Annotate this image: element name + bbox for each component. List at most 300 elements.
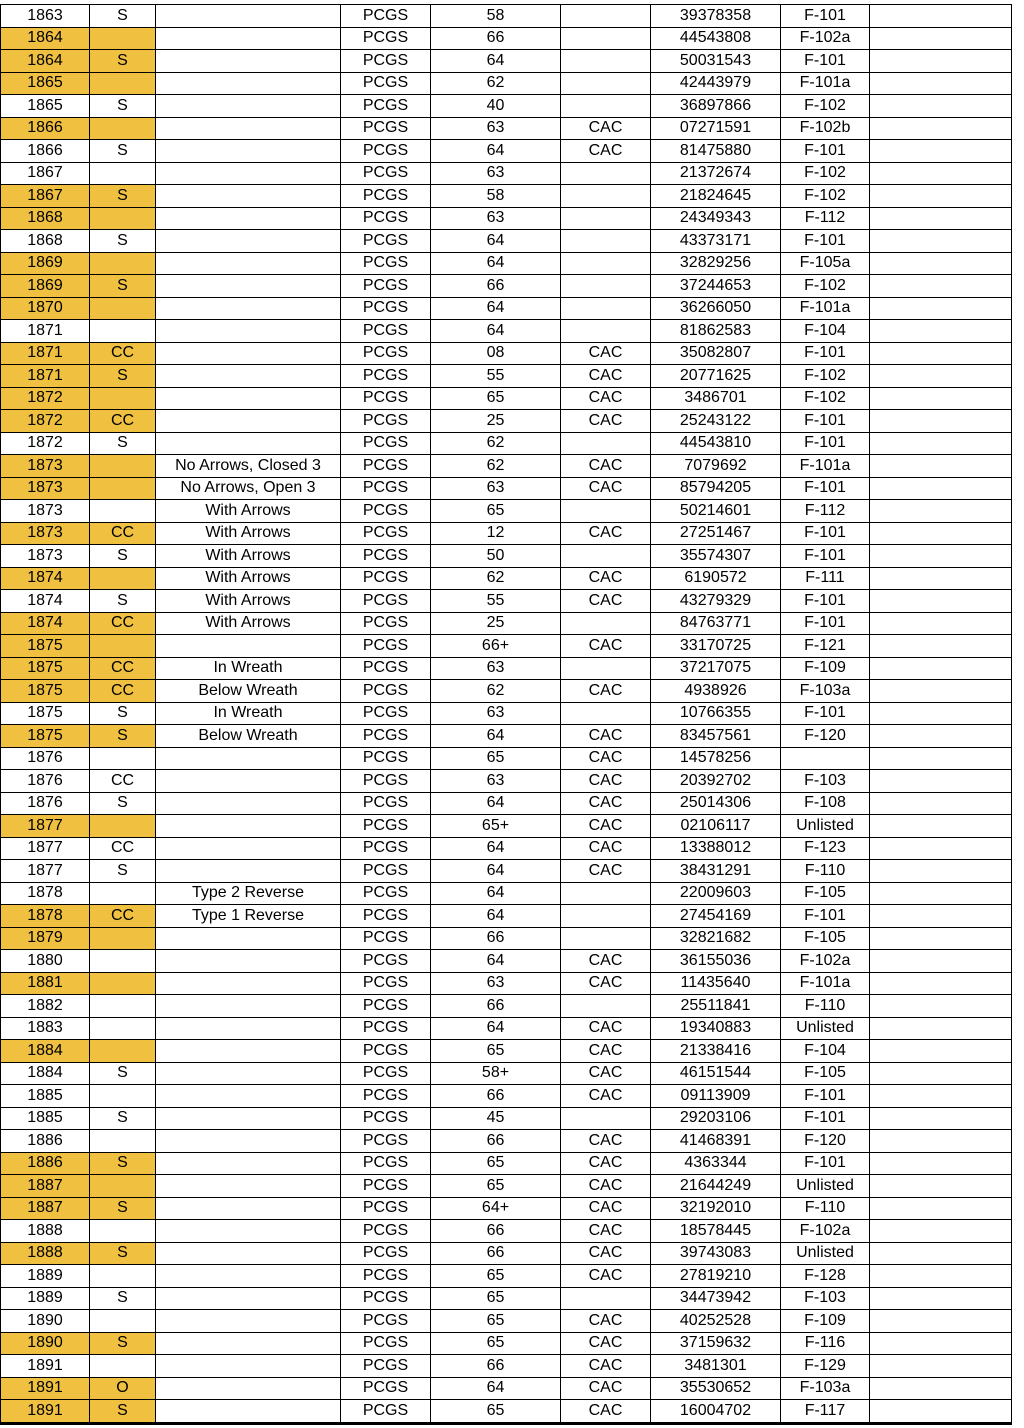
- cell-cert-number[interactable]: 02106117: [651, 815, 781, 838]
- cell-grade[interactable]: 64+: [431, 1197, 561, 1220]
- cell-cac[interactable]: CAC: [561, 1175, 651, 1198]
- cell-notes[interactable]: [870, 882, 1012, 905]
- cell-cac[interactable]: [561, 500, 651, 523]
- cell-cert-number[interactable]: 33170725: [651, 635, 781, 658]
- cell-variety[interactable]: [156, 635, 341, 658]
- cell-reference[interactable]: F-102b: [781, 117, 870, 140]
- cell-cac[interactable]: [561, 72, 651, 95]
- cell-grade[interactable]: 64: [431, 252, 561, 275]
- cell-grade[interactable]: 64: [431, 905, 561, 928]
- cell-year[interactable]: 1868: [1, 230, 90, 253]
- cell-reference[interactable]: F-101: [781, 477, 870, 500]
- cell-notes[interactable]: [870, 1242, 1012, 1265]
- cell-grade[interactable]: 65: [431, 1175, 561, 1198]
- cell-grading-service[interactable]: PCGS: [341, 1355, 431, 1378]
- cell-mint[interactable]: S: [90, 1062, 156, 1085]
- cell-year[interactable]: 1885: [1, 1085, 90, 1108]
- cell-grading-service[interactable]: PCGS: [341, 657, 431, 680]
- cell-grade[interactable]: 64: [431, 50, 561, 73]
- cell-notes[interactable]: [870, 702, 1012, 725]
- cell-reference[interactable]: F-102a: [781, 950, 870, 973]
- cell-grade[interactable]: 58+: [431, 1062, 561, 1085]
- cell-notes[interactable]: [870, 1332, 1012, 1355]
- cell-cert-number[interactable]: 24349343: [651, 207, 781, 230]
- cell-reference[interactable]: F-101: [781, 612, 870, 635]
- cell-variety[interactable]: [156, 365, 341, 388]
- cell-variety[interactable]: In Wreath: [156, 702, 341, 725]
- cell-cert-number[interactable]: 11435640: [651, 972, 781, 995]
- cell-reference[interactable]: F-101: [781, 5, 870, 28]
- cell-year[interactable]: 1886: [1, 1130, 90, 1153]
- cell-cert-number[interactable]: 85794205: [651, 477, 781, 500]
- cell-variety[interactable]: [156, 1400, 341, 1424]
- cell-grade[interactable]: 65: [431, 1310, 561, 1333]
- cell-year[interactable]: 1873: [1, 522, 90, 545]
- cell-year[interactable]: 1873: [1, 455, 90, 478]
- cell-reference[interactable]: F-105: [781, 1062, 870, 1085]
- cell-cac[interactable]: [561, 905, 651, 928]
- cell-notes[interactable]: [870, 1175, 1012, 1198]
- cell-grading-service[interactable]: PCGS: [341, 1152, 431, 1175]
- cell-year[interactable]: 1867: [1, 185, 90, 208]
- cell-year[interactable]: 1874: [1, 567, 90, 590]
- cell-reference[interactable]: F-103: [781, 1287, 870, 1310]
- cell-mint[interactable]: [90, 950, 156, 973]
- cell-variety[interactable]: [156, 1310, 341, 1333]
- cell-year[interactable]: 1890: [1, 1332, 90, 1355]
- cell-cert-number[interactable]: 32829256: [651, 252, 781, 275]
- cell-grading-service[interactable]: PCGS: [341, 1085, 431, 1108]
- cell-grading-service[interactable]: PCGS: [341, 297, 431, 320]
- cell-mint[interactable]: [90, 387, 156, 410]
- cell-cac[interactable]: [561, 702, 651, 725]
- cell-mint[interactable]: [90, 27, 156, 50]
- cell-cert-number[interactable]: 40252528: [651, 1310, 781, 1333]
- cell-cert-number[interactable]: 20771625: [651, 365, 781, 388]
- cell-notes[interactable]: [870, 770, 1012, 793]
- cell-grading-service[interactable]: PCGS: [341, 320, 431, 343]
- cell-cert-number[interactable]: 35530652: [651, 1377, 781, 1400]
- cell-cert-number[interactable]: 13388012: [651, 837, 781, 860]
- cell-reference[interactable]: Unlisted: [781, 1175, 870, 1198]
- cell-mint[interactable]: CC: [90, 657, 156, 680]
- cell-reference[interactable]: Unlisted: [781, 1017, 870, 1040]
- cell-grade[interactable]: 65: [431, 747, 561, 770]
- cell-notes[interactable]: [870, 635, 1012, 658]
- cell-mint[interactable]: S: [90, 365, 156, 388]
- cell-mint[interactable]: S: [90, 590, 156, 613]
- cell-year[interactable]: 1889: [1, 1265, 90, 1288]
- cell-grading-service[interactable]: PCGS: [341, 455, 431, 478]
- cell-mint[interactable]: CC: [90, 680, 156, 703]
- cell-reference[interactable]: F-105a: [781, 252, 870, 275]
- cell-grade[interactable]: 66: [431, 927, 561, 950]
- cell-reference[interactable]: F-110: [781, 860, 870, 883]
- cell-mint[interactable]: [90, 1130, 156, 1153]
- cell-cert-number[interactable]: 43279329: [651, 590, 781, 613]
- cell-grading-service[interactable]: PCGS: [341, 387, 431, 410]
- cell-reference[interactable]: F-101: [781, 905, 870, 928]
- cell-year[interactable]: 1875: [1, 702, 90, 725]
- cell-cert-number[interactable]: 16004702: [651, 1400, 781, 1424]
- cell-year[interactable]: 1880: [1, 950, 90, 973]
- cell-notes[interactable]: [870, 50, 1012, 73]
- cell-cert-number[interactable]: 3486701: [651, 387, 781, 410]
- cell-reference[interactable]: F-109: [781, 1310, 870, 1333]
- cell-variety[interactable]: [156, 927, 341, 950]
- cell-grade[interactable]: 65: [431, 1400, 561, 1424]
- cell-mint[interactable]: S: [90, 1107, 156, 1130]
- cell-grade[interactable]: 65: [431, 500, 561, 523]
- cell-mint[interactable]: S: [90, 185, 156, 208]
- cell-cac[interactable]: CAC: [561, 860, 651, 883]
- cell-variety[interactable]: [156, 792, 341, 815]
- cell-year[interactable]: 1890: [1, 1310, 90, 1333]
- cell-mint[interactable]: CC: [90, 410, 156, 433]
- cell-grade[interactable]: 50: [431, 545, 561, 568]
- cell-notes[interactable]: [870, 567, 1012, 590]
- cell-cert-number[interactable]: 84763771: [651, 612, 781, 635]
- cell-mint[interactable]: [90, 477, 156, 500]
- cell-year[interactable]: 1864: [1, 27, 90, 50]
- cell-reference[interactable]: F-112: [781, 500, 870, 523]
- cell-cert-number[interactable]: 37217075: [651, 657, 781, 680]
- cell-variety[interactable]: [156, 95, 341, 118]
- cell-mint[interactable]: S: [90, 1197, 156, 1220]
- cell-year[interactable]: 1877: [1, 837, 90, 860]
- cell-variety[interactable]: [156, 1152, 341, 1175]
- cell-year[interactable]: 1889: [1, 1287, 90, 1310]
- cell-grade[interactable]: 66: [431, 275, 561, 298]
- cell-cert-number[interactable]: 18578445: [651, 1220, 781, 1243]
- cell-cac[interactable]: CAC: [561, 1040, 651, 1063]
- cell-cac[interactable]: CAC: [561, 455, 651, 478]
- cell-cac[interactable]: CAC: [561, 972, 651, 995]
- cell-cac[interactable]: CAC: [561, 747, 651, 770]
- cell-notes[interactable]: [870, 1130, 1012, 1153]
- cell-variety[interactable]: [156, 410, 341, 433]
- cell-grade[interactable]: 64: [431, 1017, 561, 1040]
- cell-cac[interactable]: [561, 27, 651, 50]
- cell-cert-number[interactable]: 37159632: [651, 1332, 781, 1355]
- cell-cert-number[interactable]: 36155036: [651, 950, 781, 973]
- cell-grade[interactable]: 66: [431, 27, 561, 50]
- cell-cert-number[interactable]: 21644249: [651, 1175, 781, 1198]
- cell-year[interactable]: 1873: [1, 477, 90, 500]
- cell-cac[interactable]: [561, 230, 651, 253]
- cell-year[interactable]: 1863: [1, 5, 90, 28]
- cell-mint[interactable]: [90, 815, 156, 838]
- cell-variety[interactable]: [156, 1220, 341, 1243]
- cell-notes[interactable]: [870, 230, 1012, 253]
- cell-cac[interactable]: CAC: [561, 1197, 651, 1220]
- cell-grading-service[interactable]: PCGS: [341, 342, 431, 365]
- cell-grade[interactable]: 08: [431, 342, 561, 365]
- cell-grade[interactable]: 65+: [431, 815, 561, 838]
- cell-cert-number[interactable]: 35574307: [651, 545, 781, 568]
- cell-reference[interactable]: F-102: [781, 387, 870, 410]
- cell-grading-service[interactable]: PCGS: [341, 1242, 431, 1265]
- cell-notes[interactable]: [870, 725, 1012, 748]
- cell-year[interactable]: 1884: [1, 1062, 90, 1085]
- cell-grading-service[interactable]: PCGS: [341, 1332, 431, 1355]
- cell-cert-number[interactable]: 14578256: [651, 747, 781, 770]
- cell-notes[interactable]: [870, 455, 1012, 478]
- cell-cert-number[interactable]: 39378358: [651, 5, 781, 28]
- cell-year[interactable]: 1875: [1, 725, 90, 748]
- cell-year[interactable]: 1874: [1, 590, 90, 613]
- cell-cac[interactable]: CAC: [561, 1377, 651, 1400]
- cell-mint[interactable]: [90, 1085, 156, 1108]
- cell-cac[interactable]: CAC: [561, 140, 651, 163]
- cell-cac[interactable]: [561, 927, 651, 950]
- cell-reference[interactable]: F-112: [781, 207, 870, 230]
- cell-mint[interactable]: S: [90, 1400, 156, 1424]
- cell-mint[interactable]: [90, 455, 156, 478]
- cell-cert-number[interactable]: 4938926: [651, 680, 781, 703]
- cell-year[interactable]: 1878: [1, 905, 90, 928]
- cell-cert-number[interactable]: 4363344: [651, 1152, 781, 1175]
- cell-cert-number[interactable]: 44543810: [651, 432, 781, 455]
- cell-notes[interactable]: [870, 1107, 1012, 1130]
- cell-cert-number[interactable]: 27454169: [651, 905, 781, 928]
- cell-notes[interactable]: [870, 680, 1012, 703]
- cell-year[interactable]: 1867: [1, 162, 90, 185]
- cell-year[interactable]: 1869: [1, 275, 90, 298]
- cell-reference[interactable]: F-111: [781, 567, 870, 590]
- cell-variety[interactable]: [156, 275, 341, 298]
- cell-grading-service[interactable]: PCGS: [341, 1062, 431, 1085]
- cell-grading-service[interactable]: PCGS: [341, 27, 431, 50]
- cell-cert-number[interactable]: 07271591: [651, 117, 781, 140]
- cell-variety[interactable]: [156, 185, 341, 208]
- cell-year[interactable]: 1886: [1, 1152, 90, 1175]
- cell-reference[interactable]: F-120: [781, 1130, 870, 1153]
- cell-cert-number[interactable]: 36266050: [651, 297, 781, 320]
- cell-mint[interactable]: S: [90, 1332, 156, 1355]
- cell-mint[interactable]: S: [90, 230, 156, 253]
- cell-grade[interactable]: 62: [431, 680, 561, 703]
- cell-notes[interactable]: [870, 297, 1012, 320]
- cell-mint[interactable]: [90, 162, 156, 185]
- cell-cac[interactable]: [561, 95, 651, 118]
- cell-cert-number[interactable]: 21824645: [651, 185, 781, 208]
- cell-variety[interactable]: In Wreath: [156, 657, 341, 680]
- cell-variety[interactable]: [156, 972, 341, 995]
- cell-grading-service[interactable]: PCGS: [341, 1017, 431, 1040]
- cell-variety[interactable]: No Arrows, Closed 3: [156, 455, 341, 478]
- cell-grading-service[interactable]: PCGS: [341, 162, 431, 185]
- cell-reference[interactable]: F-121: [781, 635, 870, 658]
- cell-grading-service[interactable]: PCGS: [341, 1287, 431, 1310]
- cell-cac[interactable]: [561, 50, 651, 73]
- cell-year[interactable]: 1865: [1, 72, 90, 95]
- cell-year[interactable]: 1877: [1, 860, 90, 883]
- cell-reference[interactable]: F-101a: [781, 972, 870, 995]
- cell-mint[interactable]: [90, 72, 156, 95]
- cell-mint[interactable]: S: [90, 1287, 156, 1310]
- cell-grade[interactable]: 62: [431, 567, 561, 590]
- cell-mint[interactable]: CC: [90, 905, 156, 928]
- cell-cac[interactable]: CAC: [561, 1332, 651, 1355]
- cell-variety[interactable]: [156, 1242, 341, 1265]
- cell-grade[interactable]: 40: [431, 95, 561, 118]
- cell-variety[interactable]: [156, 837, 341, 860]
- cell-year[interactable]: 1868: [1, 207, 90, 230]
- cell-grade[interactable]: 58: [431, 185, 561, 208]
- cell-grade[interactable]: 66: [431, 1220, 561, 1243]
- cell-grade[interactable]: 64: [431, 725, 561, 748]
- cell-variety[interactable]: [156, 815, 341, 838]
- cell-cac[interactable]: [561, 5, 651, 28]
- cell-reference[interactable]: F-101: [781, 1085, 870, 1108]
- cell-mint[interactable]: [90, 1040, 156, 1063]
- cell-grading-service[interactable]: PCGS: [341, 477, 431, 500]
- cell-reference[interactable]: F-105: [781, 927, 870, 950]
- cell-notes[interactable]: [870, 972, 1012, 995]
- cell-reference[interactable]: F-116: [781, 1332, 870, 1355]
- cell-cert-number[interactable]: 25511841: [651, 995, 781, 1018]
- cell-year[interactable]: 1887: [1, 1197, 90, 1220]
- cell-variety[interactable]: [156, 1062, 341, 1085]
- cell-grade[interactable]: 66: [431, 995, 561, 1018]
- cell-cac[interactable]: [561, 612, 651, 635]
- cell-cac[interactable]: CAC: [561, 522, 651, 545]
- cell-grading-service[interactable]: PCGS: [341, 95, 431, 118]
- cell-grading-service[interactable]: PCGS: [341, 185, 431, 208]
- cell-grade[interactable]: 64: [431, 297, 561, 320]
- cell-variety[interactable]: [156, 140, 341, 163]
- cell-cac[interactable]: [561, 657, 651, 680]
- cell-mint[interactable]: [90, 1220, 156, 1243]
- cell-reference[interactable]: F-101: [781, 432, 870, 455]
- cell-year[interactable]: 1874: [1, 612, 90, 635]
- cell-variety[interactable]: [156, 950, 341, 973]
- cell-variety[interactable]: [156, 747, 341, 770]
- cell-variety[interactable]: [156, 117, 341, 140]
- cell-cac[interactable]: CAC: [561, 117, 651, 140]
- cell-cac[interactable]: [561, 1287, 651, 1310]
- cell-variety[interactable]: [156, 1085, 341, 1108]
- cell-reference[interactable]: F-110: [781, 1197, 870, 1220]
- cell-grade[interactable]: 65: [431, 1152, 561, 1175]
- cell-notes[interactable]: [870, 590, 1012, 613]
- cell-variety[interactable]: [156, 72, 341, 95]
- cell-year[interactable]: 1875: [1, 680, 90, 703]
- cell-reference[interactable]: [781, 747, 870, 770]
- cell-grading-service[interactable]: PCGS: [341, 207, 431, 230]
- cell-grade[interactable]: 25: [431, 410, 561, 433]
- cell-reference[interactable]: F-110: [781, 995, 870, 1018]
- cell-variety[interactable]: [156, 27, 341, 50]
- cell-grade[interactable]: 66: [431, 1130, 561, 1153]
- cell-notes[interactable]: [870, 320, 1012, 343]
- cell-year[interactable]: 1870: [1, 297, 90, 320]
- cell-mint[interactable]: S: [90, 545, 156, 568]
- cell-grade[interactable]: 12: [431, 522, 561, 545]
- cell-variety[interactable]: With Arrows: [156, 590, 341, 613]
- cell-grading-service[interactable]: PCGS: [341, 117, 431, 140]
- cell-grade[interactable]: 64: [431, 320, 561, 343]
- cell-year[interactable]: 1873: [1, 545, 90, 568]
- cell-grade[interactable]: 65: [431, 1332, 561, 1355]
- cell-variety[interactable]: Below Wreath: [156, 680, 341, 703]
- cell-reference[interactable]: F-120: [781, 725, 870, 748]
- cell-grade[interactable]: 63: [431, 207, 561, 230]
- cell-cac[interactable]: CAC: [561, 365, 651, 388]
- cell-notes[interactable]: [870, 1355, 1012, 1378]
- cell-notes[interactable]: [870, 95, 1012, 118]
- cell-reference[interactable]: Unlisted: [781, 1242, 870, 1265]
- cell-notes[interactable]: [870, 1287, 1012, 1310]
- cell-reference[interactable]: F-129: [781, 1355, 870, 1378]
- cell-cac[interactable]: [561, 252, 651, 275]
- cell-grading-service[interactable]: PCGS: [341, 230, 431, 253]
- cell-grade[interactable]: 63: [431, 117, 561, 140]
- cell-cert-number[interactable]: 38431291: [651, 860, 781, 883]
- cell-mint[interactable]: S: [90, 792, 156, 815]
- cell-cac[interactable]: [561, 995, 651, 1018]
- cell-cac[interactable]: [561, 1107, 651, 1130]
- cell-reference[interactable]: F-102: [781, 365, 870, 388]
- cell-notes[interactable]: [870, 27, 1012, 50]
- cell-cac[interactable]: CAC: [561, 815, 651, 838]
- cell-mint[interactable]: S: [90, 1242, 156, 1265]
- cell-notes[interactable]: [870, 140, 1012, 163]
- cell-cac[interactable]: CAC: [561, 387, 651, 410]
- cell-mint[interactable]: CC: [90, 837, 156, 860]
- cell-notes[interactable]: [870, 275, 1012, 298]
- cell-variety[interactable]: [156, 995, 341, 1018]
- cell-variety[interactable]: With Arrows: [156, 522, 341, 545]
- cell-year[interactable]: 1884: [1, 1040, 90, 1063]
- cell-mint[interactable]: S: [90, 702, 156, 725]
- cell-grading-service[interactable]: PCGS: [341, 590, 431, 613]
- cell-notes[interactable]: [870, 927, 1012, 950]
- cell-mint[interactable]: CC: [90, 612, 156, 635]
- cell-cac[interactable]: CAC: [561, 1017, 651, 1040]
- cell-notes[interactable]: [870, 72, 1012, 95]
- cell-cert-number[interactable]: 37244653: [651, 275, 781, 298]
- cell-reference[interactable]: F-101a: [781, 297, 870, 320]
- cell-reference[interactable]: F-102: [781, 162, 870, 185]
- cell-reference[interactable]: F-102: [781, 275, 870, 298]
- cell-cac[interactable]: [561, 432, 651, 455]
- cell-reference[interactable]: F-101: [781, 702, 870, 725]
- cell-grade[interactable]: 55: [431, 365, 561, 388]
- cell-cac[interactable]: CAC: [561, 950, 651, 973]
- cell-mint[interactable]: CC: [90, 342, 156, 365]
- cell-cac[interactable]: CAC: [561, 635, 651, 658]
- cell-grade[interactable]: 66+: [431, 635, 561, 658]
- cell-cert-number[interactable]: 7079692: [651, 455, 781, 478]
- cell-grading-service[interactable]: PCGS: [341, 635, 431, 658]
- cell-cac[interactable]: CAC: [561, 410, 651, 433]
- cell-grade[interactable]: 66: [431, 1085, 561, 1108]
- cell-grade[interactable]: 63: [431, 657, 561, 680]
- cell-reference[interactable]: F-101: [781, 590, 870, 613]
- cell-cert-number[interactable]: 42443979: [651, 72, 781, 95]
- cell-variety[interactable]: [156, 252, 341, 275]
- cell-grading-service[interactable]: PCGS: [341, 725, 431, 748]
- cell-variety[interactable]: [156, 297, 341, 320]
- cell-mint[interactable]: S: [90, 1152, 156, 1175]
- cell-grading-service[interactable]: PCGS: [341, 522, 431, 545]
- cell-grading-service[interactable]: PCGS: [341, 680, 431, 703]
- cell-notes[interactable]: [870, 612, 1012, 635]
- cell-variety[interactable]: [156, 1107, 341, 1130]
- cell-year[interactable]: 1891: [1, 1400, 90, 1424]
